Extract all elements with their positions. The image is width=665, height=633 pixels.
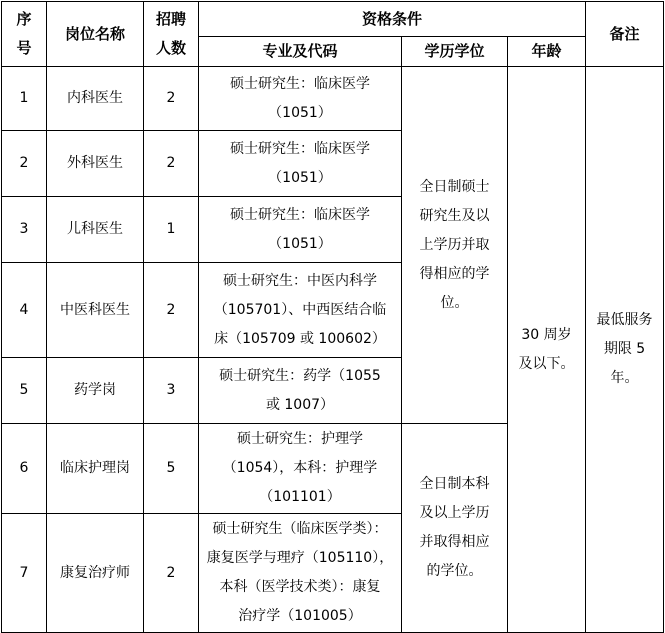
major-cell: 硕士研究生：药学（1055 或 1007） <box>199 358 402 424</box>
position-name-cell: 内科医生 <box>47 67 144 131</box>
header-age: 年龄 <box>508 37 586 67</box>
count-cell: 1 <box>144 197 199 263</box>
seq-cell: 7 <box>2 514 47 633</box>
table-row <box>2 67 664 131</box>
major-cell: 硕士研究生：临床医学 （1051） <box>199 131 402 197</box>
count-cell: 2 <box>144 131 199 197</box>
header-degree: 学历学位 <box>402 37 508 67</box>
degree-cell-undergrad: 全日制本科 及以上学历 并取得相应 的学位。 <box>402 424 508 633</box>
position-name-cell: 中医科医生 <box>47 263 144 358</box>
position-name-cell: 临床护理岗 <box>47 424 144 514</box>
header-seq: 序 号 <box>2 2 47 67</box>
header-notes: 备注 <box>586 2 664 67</box>
position-name-cell: 外科医生 <box>47 131 144 197</box>
count-cell: 2 <box>144 514 199 633</box>
position-name-cell: 康复治疗师 <box>47 514 144 633</box>
count-cell: 2 <box>144 263 199 358</box>
age-cell: 30 周岁 及以下。 <box>508 67 586 633</box>
seq-cell: 4 <box>2 263 47 358</box>
recruitment-table <box>1 1 664 633</box>
count-cell: 3 <box>144 358 199 424</box>
seq-cell: 2 <box>2 131 47 197</box>
position-name-cell: 药学岗 <box>47 358 144 424</box>
position-name-cell: 儿科医生 <box>47 197 144 263</box>
count-cell: 2 <box>144 67 199 131</box>
degree-cell-postgrad: 全日制硕士 研究生及以 上学历并取 得相应的学 位。 <box>402 67 508 424</box>
major-cell: 硕士研究生：临床医学 （1051） <box>199 67 402 131</box>
count-cell: 5 <box>144 424 199 514</box>
header-position-name: 岗位名称 <box>47 2 144 67</box>
note-cell: 最低服务 期限 5 年。 <box>586 67 664 633</box>
seq-cell: 5 <box>2 358 47 424</box>
header-major-code: 专业及代码 <box>199 37 402 67</box>
major-cell: 硕士研究生：护理学 （1054），本科：护理学 （101101） <box>199 424 402 514</box>
major-cell: 硕士研究生：临床医学 （1051） <box>199 197 402 263</box>
major-cell: 硕士研究生：中医内科学 （105701）、中西医结合临 床（105709 或 100602） <box>199 263 402 358</box>
seq-cell: 3 <box>2 197 47 263</box>
header-qualifications: 资格条件 <box>199 2 586 37</box>
major-cell: 硕士研究生（临床医学类）： 康复医学与理疗（105110）， 本科（医学技术类）：康复 治疗学（101005） <box>199 514 402 633</box>
seq-cell: 6 <box>2 424 47 514</box>
header-recruit-count: 招聘 人数 <box>144 2 199 67</box>
seq-cell: 1 <box>2 67 47 131</box>
